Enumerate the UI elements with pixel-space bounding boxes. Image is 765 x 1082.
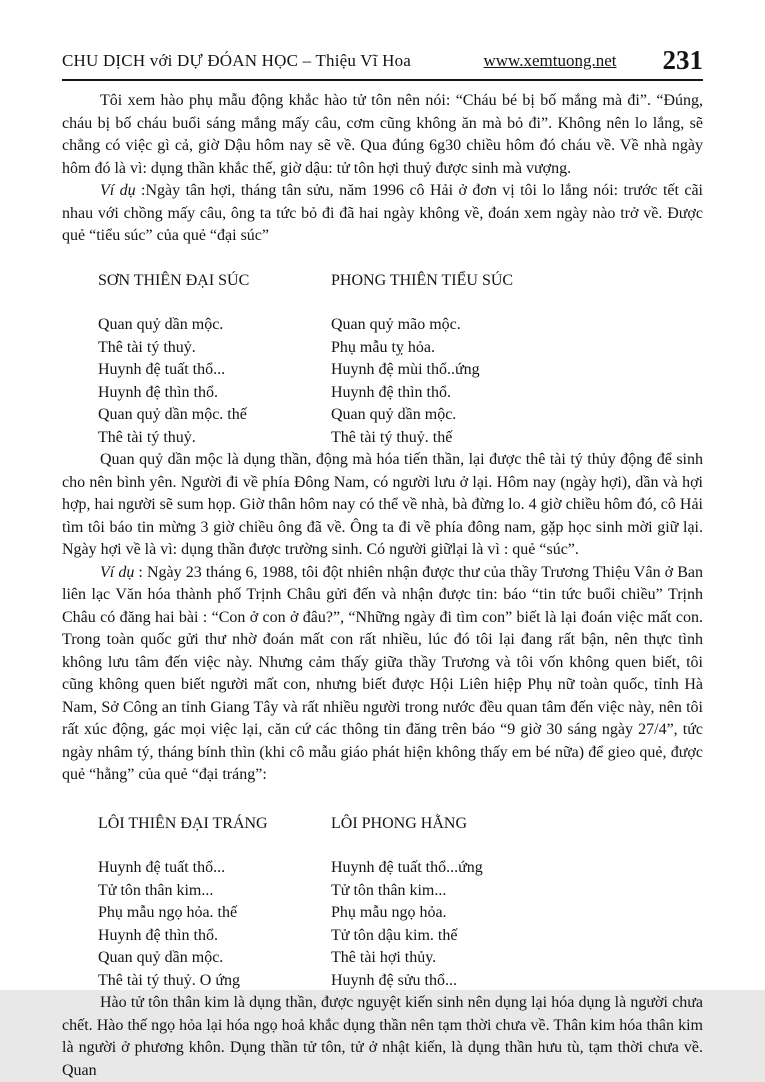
hexagram-line: Phụ mẫu tỵ hỏa.	[331, 338, 435, 356]
hexagram-line: Quan quỷ dần mộc.	[331, 406, 457, 423]
paragraph-4-text: : Ngày 23 tháng 6, 1988, tôi đột nhiên nhận được thư của thầy Trương Thiệu Vân ở Ban liên lạc Văn hóa thành phố Trịnh Châu gửi đến và nhận được tin: báo “tin tức buổi chiều” Trịnh Châu có đăng hai bài : “Con ở con ở đâu?”, “Những ngày đi tìm con” biết là lại đoán việc mất con. Trong toàn quốc gửi thư nhờ đoán mất con rất nhiều, lúc đó tôi lại đang rất bận, nên thực tình không lưu tâm đến việc này. Nhưng cảm thấy giữa thầy Trương và tôi vốn không quen biết, tôi cũng không quen biết người mất con, nhưng biết được Hội Liên hiệp Phụ nữ toàn quốc, tỉnh Hà Nam, Sở Công an tỉnh Giang Tây và rất nhiều người trong nước đều quan tâm đến việc này, nên tôi rất xúc động, gác mọi việc lại, căn cứ các thông tin đăng trên báo “9 giờ 30 sáng ngày 27/4”, tức ngày nhâm tý, tháng bính thìn (khi cô mẫu giáo phát hiện không thấy em bé nữa) để gieo quẻ, được quẻ “hằng” của quẻ “đại tráng”:	[62, 563, 704, 783]
header-divider	[62, 79, 703, 81]
hexagram-line: Tử tôn thân kim...	[98, 881, 214, 899]
website-link: www.xemtuong.net	[483, 51, 617, 70]
hexagram-line: Tử tôn dậu kim. thế	[331, 926, 458, 944]
hexagram-lines	[331, 857, 703, 992]
paragraph-4	[62, 562, 703, 787]
paragraph-1: Tôi xem hào phụ mẫu động khắc hào tử tôn nên nói: “Cháu bé bị bố mắng mà đi”. “Đúng, cháu bị bố cháu buổi sáng mắng mấy câu, cơm cũng không ăn mà bỏ đi”. Không nên lo lắng, sẽ chẳng có việc gì cả, giờ Dậu hôm nay sẽ về. Qua đúng 6g30 chiều hôm đó cháu về. Về nhà ngày hôm đó là vì: dụng thần khắc thế, giờ dậu: tử tôn hợi thuỷ được sinh mà vượng.	[62, 92, 703, 177]
hexagram-column-dai-suc	[98, 270, 331, 450]
page-body	[62, 90, 703, 1082]
paragraph-3: Quan quỷ dần mộc là dụng thần, động mà hóa tiến thần, lại được thê tài tý thủy động để sinh cho nên bình yên. Người đi về phía Đông Nam, có người lưu ở lại. Hôm nay (ngày hợi), dần và hợi hợp, hai người sẽ sum họp. Giờ thân hôm nay có thể về nhà, bà đừng lo. 4 giờ chiều hôm đó, cô Hải tìm tôi báo tin mừng 3 giờ chiều ông đã về. Ông ta đi về phía đông nam, gặp học sinh mời giữ lại. Ngày hợi về là vì: dụng thần được trường sinh. Có người giữlại là vì : quẻ “súc”.	[62, 451, 703, 558]
hexagram-line: Thê tài hợi thủy.	[331, 949, 437, 966]
hexagram-line: Huynh đệ thìn thổ.	[331, 383, 451, 401]
hexagram-column-tieu-suc	[331, 270, 703, 450]
hexagram-line: Thê tài tý thuỷ. O ứng	[98, 971, 240, 989]
hexagram-column-dai-trang	[98, 813, 331, 993]
paragraph-2	[62, 180, 703, 248]
hexagram-line: Quan quỷ mão mộc.	[331, 316, 461, 333]
hexagram-lines	[98, 857, 331, 992]
hexagram-column-hang	[331, 813, 703, 993]
hexagram-line: Phụ mẫu ngọ hỏa.	[331, 904, 447, 921]
hexagram-line: Huynh đệ mùi thổ..ứng	[331, 361, 480, 378]
hexagram-line: Huynh đệ sửu thổ...	[331, 971, 457, 989]
book-title: CHU DỊCH với DỰ ĐÓAN HỌC – Thiệu Vĩ Hoa	[62, 51, 412, 70]
hexagram-line: Quan quỷ dần mộc.	[98, 949, 224, 966]
hexagram-line: Quan quỷ dần mộc. thế	[98, 406, 247, 423]
paragraph-2-text: :Ngày tân hợi, tháng tân sửu, năm 1996 cô Hải ở đơn vị tôi lo lắng nói: trước tết cãi nhau với chồng mấy câu, ông ta tức bỏ đi đã hai ngày không về, đoán xem ngày nào trở về. Được quẻ “tiểu súc” của quẻ “đại súc”	[62, 182, 704, 244]
hexagram-title: LÔI PHONG HẰNG	[331, 814, 467, 832]
hexagram-line: Huynh đệ tuất thổ...	[98, 361, 226, 378]
hexagram-line: Huynh đệ thìn thổ.	[98, 926, 218, 944]
hexagram-title: PHONG THIÊN TIỂU SÚC	[331, 271, 514, 289]
hexagram-line: Tử tôn thân kim...	[331, 881, 447, 899]
hexagram-line: Phụ mẫu ngọ hỏa. thế	[98, 904, 238, 921]
hexagram-line: Thê tài tý thuỷ.	[98, 428, 196, 446]
header-row	[62, 44, 703, 75]
hexagram-title: SƠN THIÊN ĐẠI SÚC	[98, 271, 250, 289]
hexagram-title: LÔI THIÊN ĐẠI TRÁNG	[98, 814, 268, 832]
hexagram-section-1	[98, 270, 703, 450]
hexagram-lines	[98, 314, 331, 449]
hexagram-section-2	[98, 813, 703, 993]
example-label-1: Ví dụ	[100, 182, 136, 199]
example-label-2: Ví dụ	[100, 563, 135, 581]
hexagram-line: Thê tài tý thuỷ. thế	[331, 428, 453, 446]
hexagram-line: Thê tài tý thuỷ.	[98, 338, 196, 356]
hexagram-line: Huynh đệ tuất thổ...ứng	[331, 859, 483, 876]
paragraph-5: Hào tử tôn thân kim là dụng thần, được nguyệt kiến sinh nên dụng lại hóa dụng là người chưa chết. Hào thế ngọ hỏa lại hóa ngọ hoả khắc dụng thần nên tạm thời chưa về. Thân kim hóa thân kim là người ở phương khôn. Dụng thần tử tôn, tử ở nhật kiến, là dụng thần hưu tù, tạm thời chưa về. Quan	[62, 994, 703, 1079]
hexagram-line: Huynh đệ thìn thổ.	[98, 383, 218, 401]
page-number: 231	[662, 45, 703, 75]
page-header	[62, 44, 703, 81]
hexagram-line: Huynh đệ tuất thổ...	[98, 859, 226, 876]
hexagram-line: Quan quỷ dần mộc.	[98, 316, 224, 333]
hexagram-lines	[331, 314, 703, 449]
